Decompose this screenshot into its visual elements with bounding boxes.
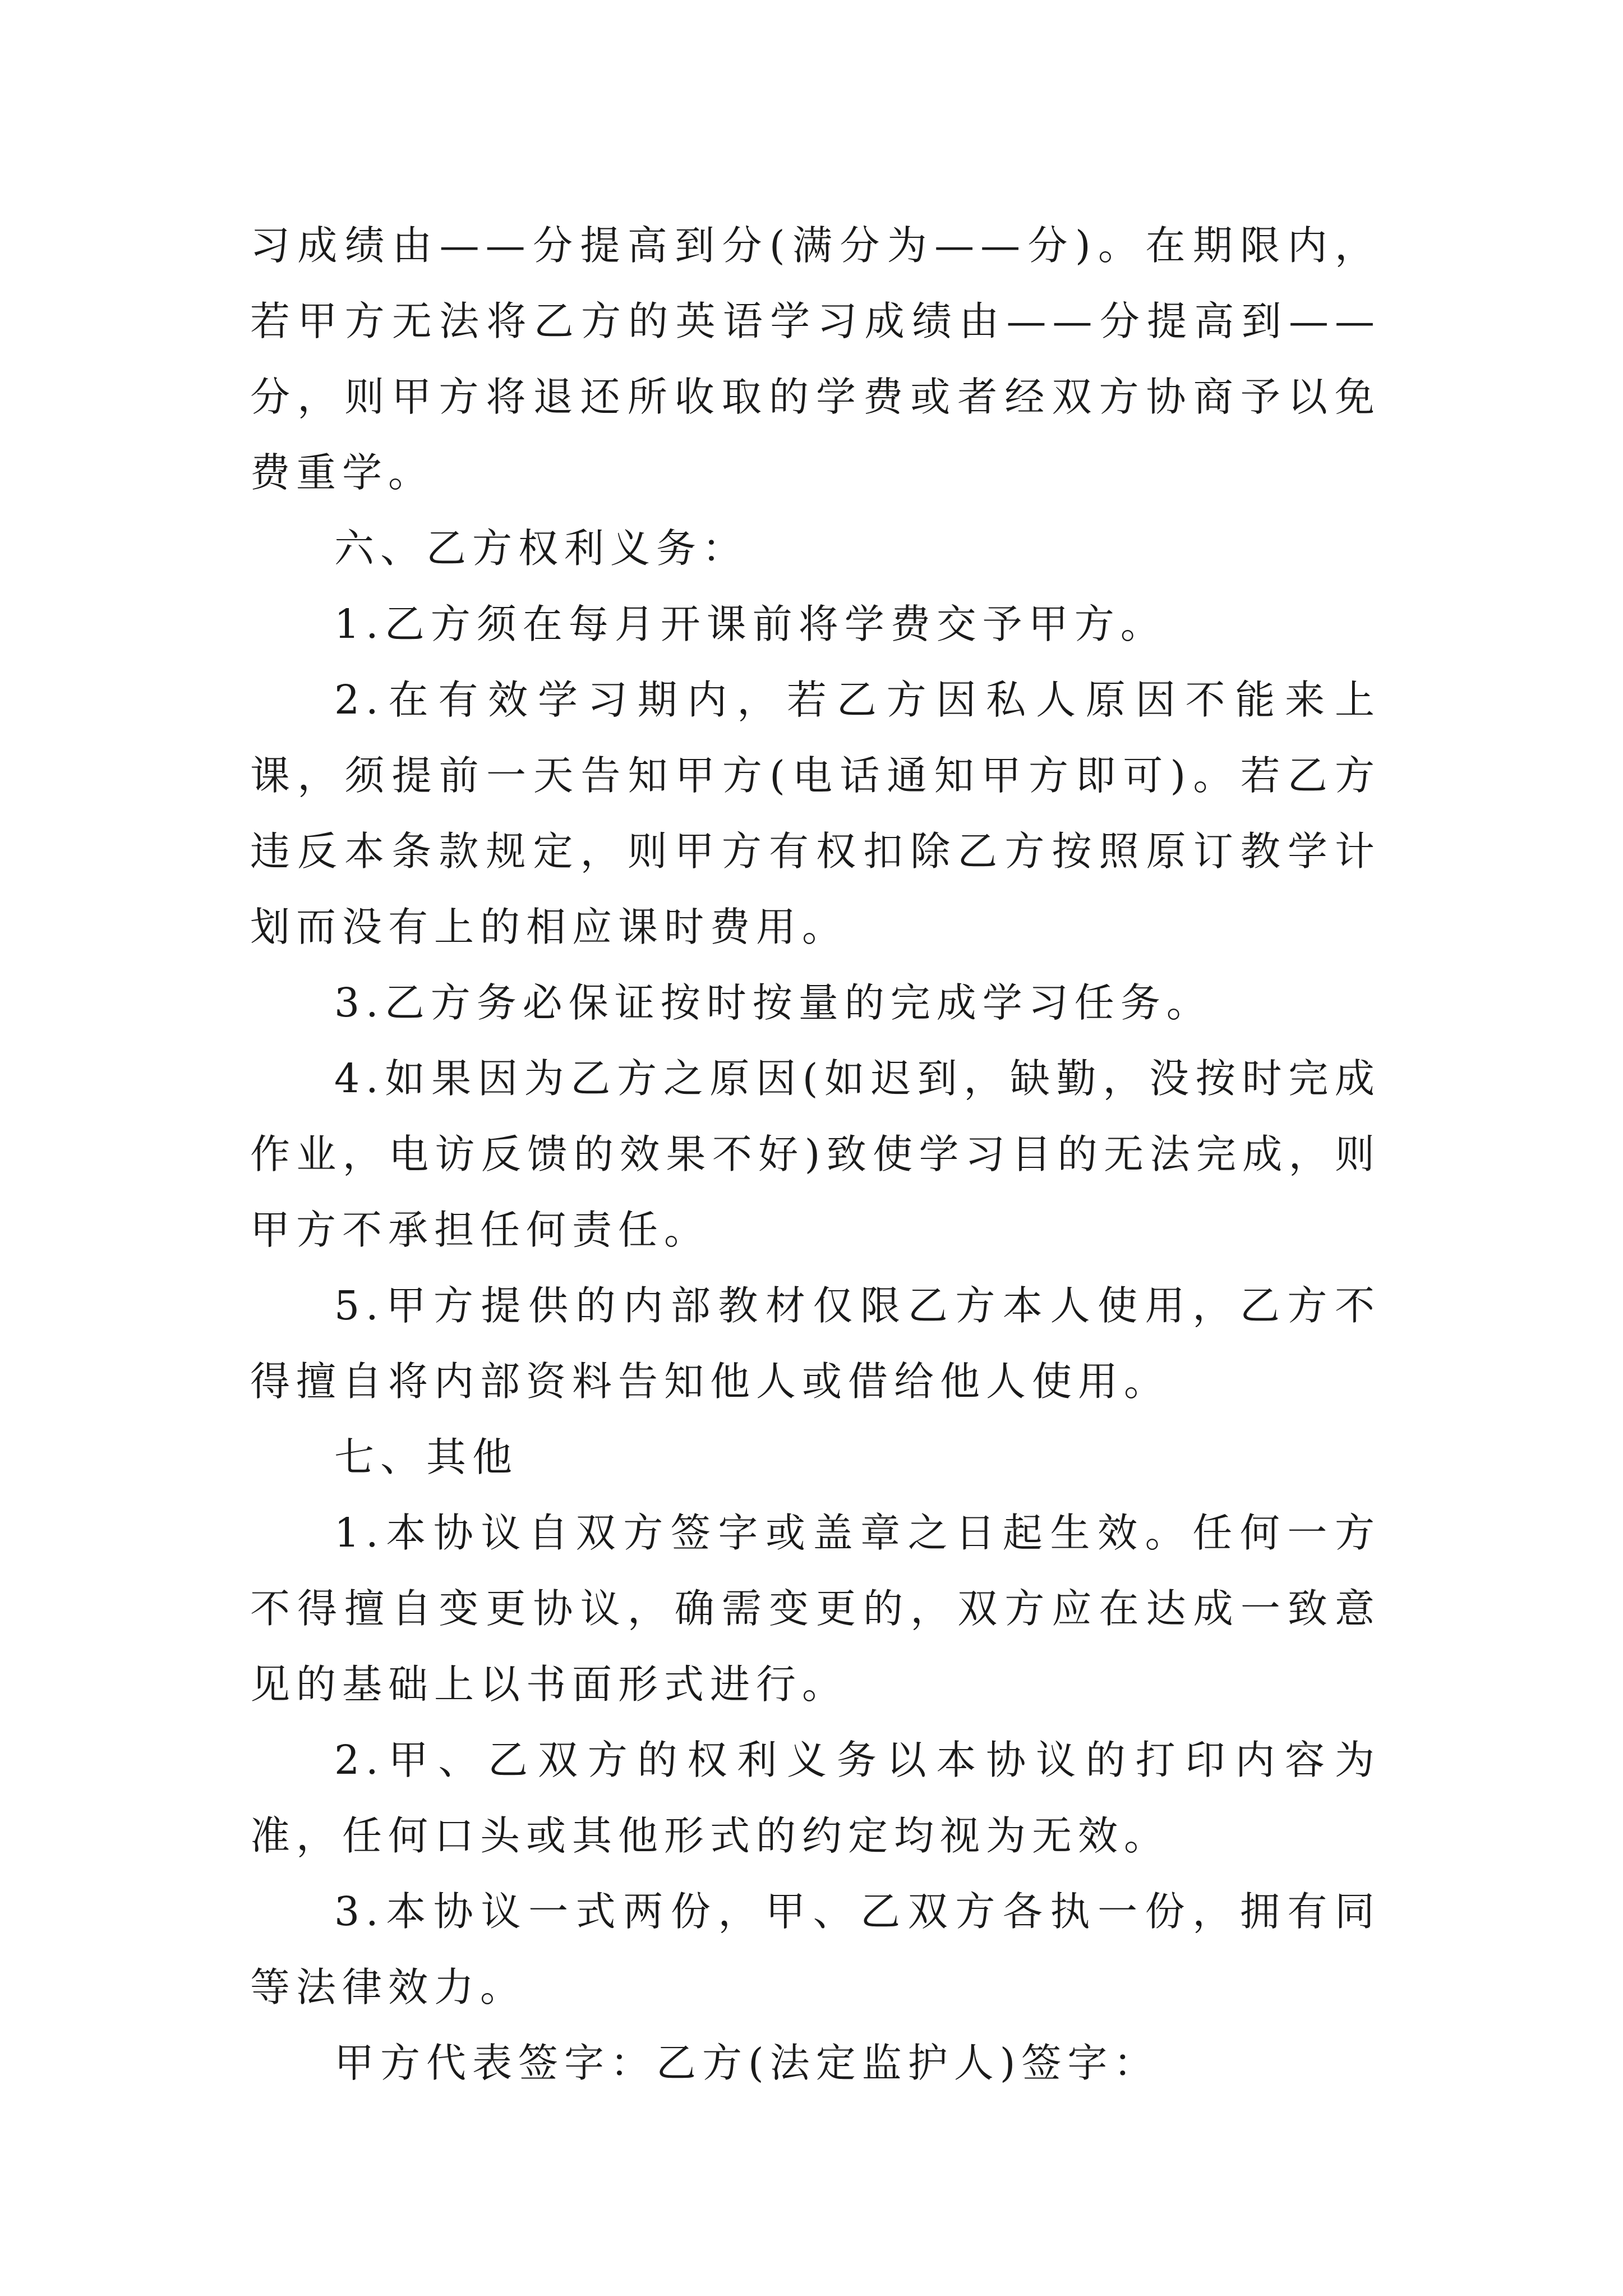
clause-7-2: 2.甲、乙双方的权利义务以本协议的打印内容为准，任何口头或其他形式的约定均视为无效。 — [250, 1737, 1381, 1859]
clause-7-3: 3.本协议一式两份，甲、乙双方各执一份，拥有同等法律效力。 — [250, 1888, 1381, 2010]
clause-7-1: 1.本协议自双方签字或盖章之日起生效。任何一方不得擅自变更协议，确需变更的，双方应在达成一致意见的基础上以书面形式进行。 — [250, 1510, 1381, 1708]
clause-6-4: 4.如果因为乙方之原因(如迟到，缺勤，没按时完成作业，电访反馈的效果不好)致使学习目的无法完成，则甲方不承担任何责任。 — [250, 1055, 1381, 1253]
clause-6-1: 1.乙方须在每月开课前将学费交予甲方。 — [334, 601, 1166, 647]
paragraph-continuation: 习成绩由——分提高到分(满分为——分)。在期限内，若甲方无法将乙方的英语学习成绩由——分提高到——分，则甲方将退还所收取的学费或者经双方协商予以免费重学。 — [250, 222, 1381, 496]
section-heading-other: 七、其他 — [334, 1434, 519, 1480]
signature-line: 甲方代表签字：乙方(法定监护人)签字： — [334, 2040, 1160, 2086]
clause-6-5: 5.甲方提供的内部教材仅限乙方本人使用，乙方不得擅自将内部资料告知他人或借给他人使用。 — [250, 1282, 1381, 1405]
clause-6-2: 2.在有效学习期内，若乙方因私人原因不能来上课，须提前一天告知甲方(电话通知甲方即可)。若乙方违反本条款规定，则甲方有权扣除乙方按照原订教学计划而没有上的相应课时费用。 — [250, 677, 1381, 950]
clause-6-3: 3.乙方务必保证按时按量的完成学习任务。 — [334, 979, 1212, 1026]
section-heading-party-b-rights: 六、乙方权利义务： — [334, 525, 749, 572]
document-body — [250, 208, 1381, 2101]
